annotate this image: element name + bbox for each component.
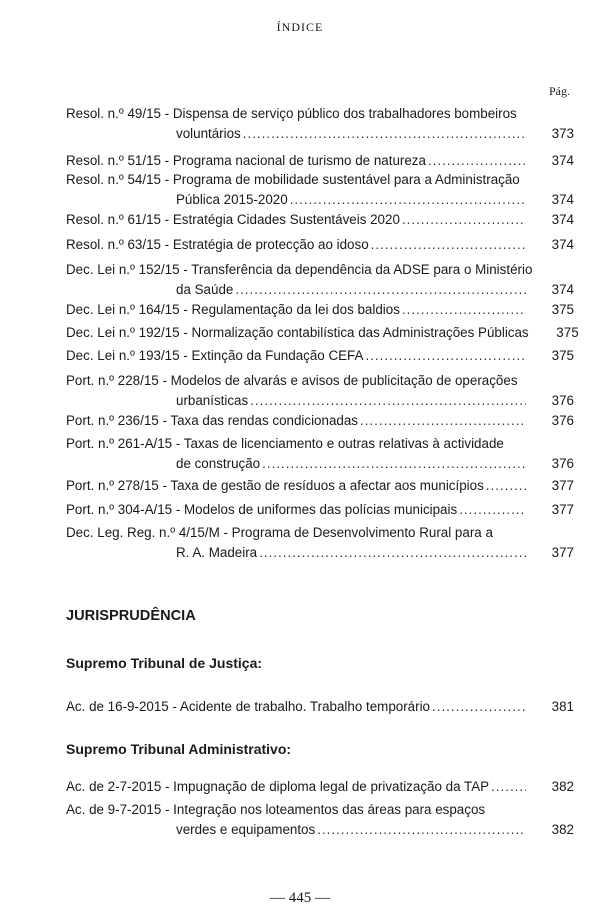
dot-leader (491, 777, 526, 797)
toc-entry-page: 381 (551, 699, 574, 714)
toc-entry-line (66, 151, 574, 171)
toc-entry-page: 374 (551, 282, 574, 297)
toc-entry-text: Pública 2015-2020 (176, 192, 288, 207)
dot-leader (235, 280, 526, 300)
toc-entry-line (66, 500, 574, 520)
toc-entry-line (66, 323, 579, 343)
toc-entry-page: 374 (551, 212, 574, 227)
toc-entry (66, 300, 574, 320)
toc-entry (66, 104, 574, 144)
toc-entry-line (66, 346, 574, 366)
toc-entry-line (66, 476, 574, 496)
dot-leader (402, 210, 526, 230)
toc-entry (66, 210, 574, 230)
toc-entry-text: voluntários (176, 126, 241, 141)
toc-entry-page: 375 (551, 348, 574, 363)
toc-entry (66, 170, 574, 210)
toc-entry-line (66, 454, 574, 474)
toc-entry-text: urbanísticas (176, 393, 249, 408)
toc-entry-text: Dec. Lei n.º 164/15 - Regulamentação da lei dos baldios (66, 302, 400, 317)
toc-entry-line (66, 124, 574, 144)
toc-entry-line (66, 190, 574, 210)
dot-leader (290, 190, 526, 210)
toc-entry-page: 382 (551, 779, 574, 794)
dot-leader (432, 697, 526, 717)
toc-entry-page: 375 (551, 302, 574, 317)
toc-entry (66, 346, 574, 366)
toc-entry-page: 374 (551, 192, 574, 207)
toc-entry-page: 376 (551, 413, 574, 428)
toc-entry (66, 777, 574, 797)
dot-leader (428, 151, 526, 171)
toc-entry-text: Port. n.º 304-A/15 - Modelos de uniformes das polícias municipais (66, 502, 458, 517)
toc-entry-page: 382 (551, 822, 574, 837)
toc-entry-line (66, 697, 574, 717)
toc-entry-text: Dec. Leg. Reg. n.º 4/15/M - Programa de Desenvolvimento Rural para a (66, 525, 493, 540)
toc-entry-line (66, 543, 574, 563)
toc-entry-text: Port. n.º 261-A/15 - Taxas de licenciamento e outras relativas à actividade (66, 436, 504, 451)
dot-leader (243, 124, 526, 144)
toc-entry-page: 374 (551, 153, 574, 168)
toc-entry-page: 376 (551, 456, 574, 471)
toc-entry-page: 377 (551, 478, 574, 493)
toc-entry-line (66, 104, 574, 124)
page-header-title: ÍNDICE (276, 20, 324, 34)
toc-entry-page: 373 (551, 126, 574, 141)
toc-entry-line (66, 434, 574, 454)
dot-leader (365, 346, 526, 366)
toc-entry (66, 476, 574, 496)
toc-entry-text: Port. n.º 236/15 - Taxa das rendas condicionadas (66, 413, 358, 428)
toc-entry-text: verdes e equipamentos (176, 822, 316, 837)
toc-entry-text: Port. n.º 228/15 - Modelos de alvarás e avisos de publicitação de operações (66, 373, 518, 388)
dot-leader (360, 411, 526, 431)
toc-entry-text: Resol. n.º 61/15 - Estratégia Cidades Sustentáveis 2020 (66, 212, 400, 227)
toc-entry-line (66, 777, 574, 797)
toc-entry-line (66, 523, 574, 543)
dot-leader (317, 820, 526, 840)
dot-leader (371, 235, 526, 255)
toc-entry-text: Dec. Lei n.º 192/15 - Normalização contabilística das Administrações Públicas (66, 325, 529, 340)
toc-entry-text: Dec. Lei n.º 193/15 - Extinção da Fundação CEFA (66, 348, 364, 363)
toc-entry-line (66, 170, 574, 190)
toc-entry-line (66, 210, 574, 230)
toc-entry-page: 377 (551, 545, 574, 560)
page-column-label: Pág. (549, 84, 570, 98)
section-heading-jurisprudencia: JURISPRUDÊNCIA (66, 608, 196, 624)
toc-entry-line (66, 391, 574, 411)
toc-entry-line (66, 820, 574, 840)
toc-entry-page: 377 (551, 502, 574, 517)
dot-leader (259, 543, 526, 563)
toc-entry (66, 235, 574, 255)
dot-leader (250, 391, 526, 411)
dot-leader (486, 476, 526, 496)
toc-entry-line (66, 411, 574, 431)
toc-entry-line (66, 280, 574, 300)
toc-entry (66, 523, 574, 563)
toc-entry-page: 375 (556, 325, 579, 340)
toc-entry-text: Resol. n.º 49/15 - Dispensa de serviço público dos trabalhadores bombeiros (66, 106, 517, 121)
toc-entry-line (66, 800, 574, 820)
toc-entry (66, 434, 574, 474)
dot-leader (262, 454, 526, 474)
toc-entry-text: Ac. de 16-9-2015 - Acidente de trabalho. Trabalho temporário (66, 699, 431, 714)
toc-entry-line (66, 300, 574, 320)
toc-entry (66, 151, 574, 171)
dot-leader (402, 300, 526, 320)
subsection-heading-sta: Supremo Tribunal Administrativo: (66, 741, 292, 757)
toc-entry (66, 371, 574, 411)
toc-entry-text: Ac. de 9-7-2015 - Integração nos loteamentos das áreas para espaços (66, 802, 486, 817)
page-number: — 445 — (270, 890, 330, 906)
toc-entry (66, 697, 574, 717)
subsection-heading-stj: Supremo Tribunal de Justiça: (66, 655, 263, 671)
toc-entry-text: R. A. Madeira (176, 545, 258, 560)
dot-leader (459, 500, 526, 520)
toc-entry (66, 260, 574, 300)
toc-entry (66, 500, 574, 520)
toc-entry-page: 376 (551, 393, 574, 408)
toc-entry-text: Resol. n.º 51/15 - Programa nacional de turismo de natureza (66, 153, 426, 168)
toc-entry (66, 800, 574, 840)
toc-entry-line (66, 235, 574, 255)
toc-entry (66, 323, 579, 343)
toc-entry (66, 411, 574, 431)
toc-entry-line (66, 371, 574, 391)
toc-entry-text: Resol. n.º 63/15 - Estratégia de protecção ao idoso (66, 237, 369, 252)
toc-entry-text: Ac. de 2-7-2015 - Impugnação de diploma legal de privatização da TAP (66, 779, 490, 794)
toc-entry-text: Dec. Lei n.º 152/15 - Transferência da dependência da ADSE para o Ministério (66, 262, 533, 277)
toc-entry-text: Resol. n.º 54/15 - Programa de mobilidade sustentável para a Administração (66, 172, 520, 187)
toc-entry-text: Port. n.º 278/15 - Taxa de gestão de resíduos a afectar aos municípios (66, 478, 484, 493)
toc-entry-text: da Saúde (176, 282, 234, 297)
toc-entry-line (66, 260, 574, 280)
toc-entry-page: 374 (551, 237, 574, 252)
toc-entry-text: de construção (176, 456, 261, 471)
